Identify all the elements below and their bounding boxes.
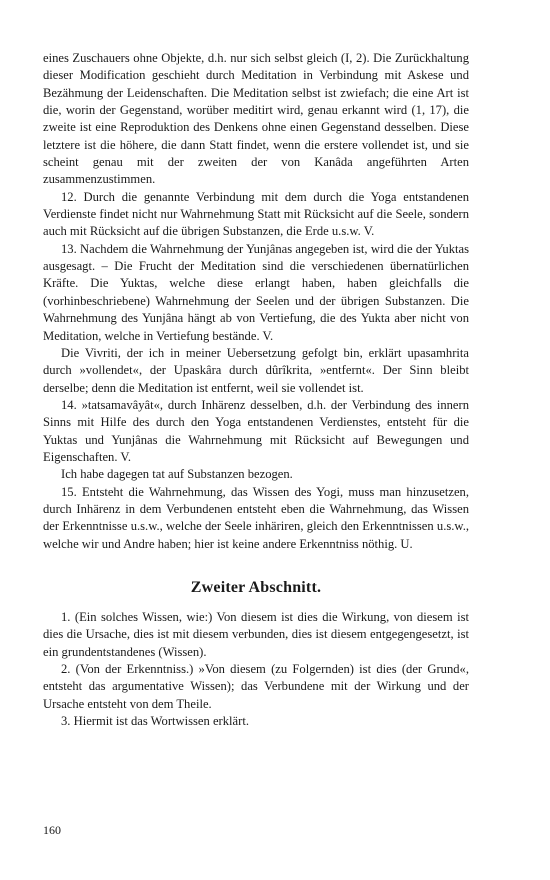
page-body (43, 50, 469, 730)
paragraph-15: 15. Entsteht die Wahrnehmung, das Wissen des Yogi, muss man hinzusetzen, durch Inhärenz in dem Verbundenen entsteht eben die Wahrnehmung, das Wissen der Erkenntnisse u.s.w., welche der Seele inhäriren, gleich den Erkenntnissen u.s.w., welche wir und Andre haben; hier ist keine andere Erkenntniss nöthig. U. (43, 484, 469, 551)
paragraph-substanzen-note: Ich habe dagegen tat auf Substanzen bezogen. (61, 467, 293, 482)
paragraph-2-1: 1. (Ein solches Wissen, wie:) Von diesem ist dies die Wirkung, von diesem ist dies die Ursache, dies ist mit diesem verbunden, dies ist diesem entgegengesetzt, ist ein grundentstandenes (Wissen). (43, 609, 469, 659)
page-number: 160 (43, 823, 61, 837)
paragraph-continuation: eines Zuschauers ohne Objekte, d.h. nur sich selbst gleich (I, 2). Die Zurückhaltung dieser Modification geschieht durch Meditation in Verbindung mit Askese und Bezähmung der Leidenschaften. Die Meditation selbst ist zwiefach; die eine Art ist die, worin der Gegenstand, worüber meditirt wird, genau erkannt wird (1, 17), die zweite ist eine Reproduktion des Denkens ohne einen Gegenstand desselben. Diese letztere ist die höhere, die dann Statt findet, wenn die erstere vollendet ist, und sie scheint genau mit der zweiten der von Kanâda angeführten Arten zusammenzustimmen. (43, 51, 469, 187)
paragraph-13: 13. Nachdem die Wahrnehmung der Yunjânas angegeben ist, wird die der Yuktas ausgesagt. – Die Frucht der Meditation sind die verschiedenen übernatürlichen Kräfte. Die Yuktas, welche diese erlangt haben, haben gleichfalls die (vorhinbeschriebene) Wahrnehmung der Seelen und der übrigen Substanzen. Die Wahrnehmung des Yunjâna hängt ab von Vertiefung, die des Yukta aber nicht von Meditation, welche in Vertiefung bestände. V. (43, 241, 469, 343)
section-heading: Zweiter Abschnitt. (190, 578, 322, 596)
paragraph-2-2: 2. (Von der Erkenntniss.) »Von diesem (zu Folgernden) ist dies (der Grund«, entsteht das argumentative Wissen); das Verbundene mit der Wirkung und der Ursache entsteht von dem Theile. (43, 662, 469, 711)
paragraph-vivriti-note: Die Vivriti, der ich in meiner Uebersetzung gefolgt bin, erklärt upasamhrita durch »vollendet«, der Upaskâra durch dûrîkrita, »entfernt«. Der Sinn bleibt derselbe; denn die Meditation ist entfernt, weil sie vollendet ist. (43, 345, 469, 395)
paragraph-2-3: 3. Hiermit ist das Wortwissen erklärt. (61, 714, 249, 729)
paragraph-14: 14. »tatsamavâyât«, durch Inhärenz desselben, d.h. der Verbindung des innern Sinns mit Hilfe des durch den Yoga entstandenen Verdienstes, entsteht für die Yuktas und Yunjânas die Wahrnehmung mit Rücksicht auf Bewegungen und Eigenschaften. V. (43, 397, 469, 464)
paragraph-12: 12. Durch die genannte Verbindung mit dem durch die Yoga entstandenen Verdienste findet nicht nur Wahrnehmung Statt mit Rücksicht auf die Seele, sondern auch mit Rücksicht auf die übrigen Substanzen, die Erde u.s.w. V. (43, 189, 469, 239)
